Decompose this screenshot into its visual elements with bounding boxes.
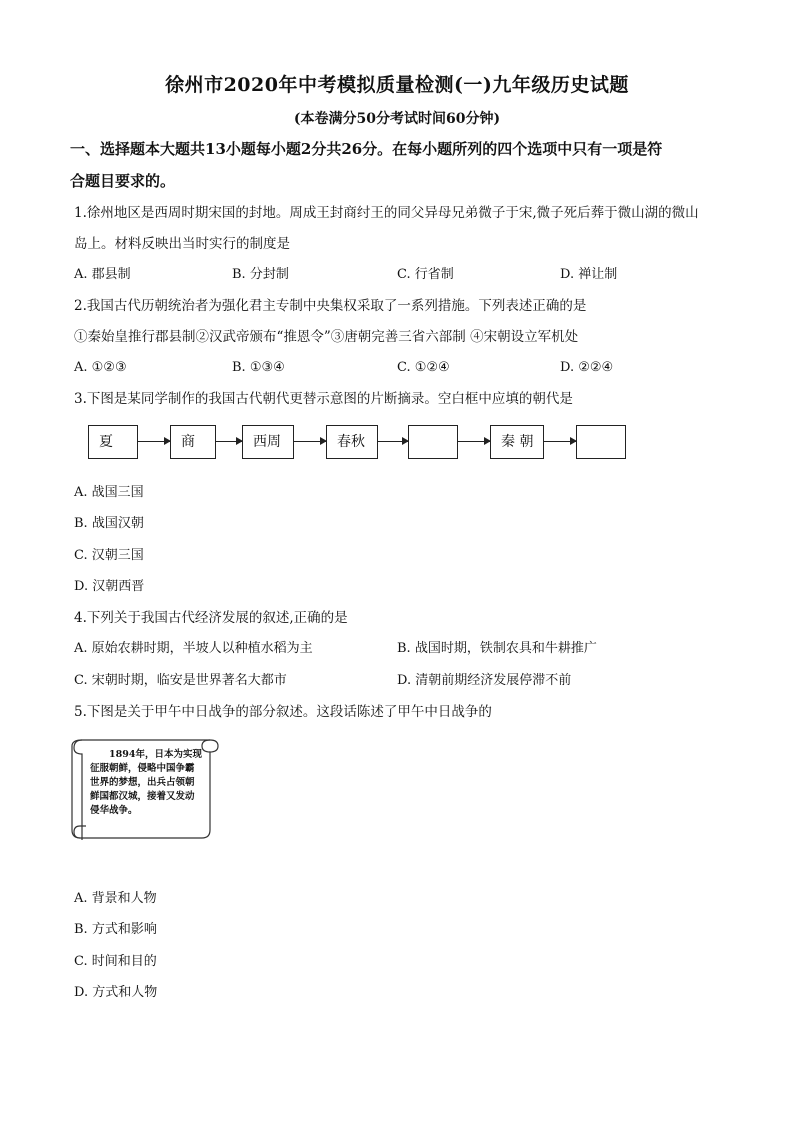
flow-box-blank-2: [576, 425, 626, 459]
page-title: 徐州市2020年中考模拟质量检测(一)九年级历史试题: [165, 74, 629, 96]
q4-option-d[interactable]: D. 清朝前期经济发展停滞不前: [397, 673, 572, 688]
flow-arrow-3: [294, 441, 326, 442]
flow-arrow-6: [544, 441, 576, 442]
q3-stem: 3.下图是某同学制作的我国古代朝代更替示意图的片断摘录。空白框中应填的朝代是: [74, 391, 573, 407]
q2-option-b[interactable]: B. ①③④: [232, 360, 285, 375]
q1-option-c[interactable]: C. 行省制: [397, 267, 454, 282]
q5-option-d[interactable]: D. 方式和人物: [74, 985, 158, 1000]
flow-box-chunqiu: 春秋: [326, 425, 378, 459]
flow-box-xia: 夏: [88, 425, 138, 459]
history-scroll-image: [70, 732, 220, 844]
section-heading-line-1: 一、选择题本大题共13小题每小题2分共26分。在每小题所列的四个选项中只有一项是符: [70, 140, 663, 158]
q3-option-b[interactable]: B. 战国汉朝: [74, 516, 144, 531]
q2-stem: 2.我国古代历朝统治者为强化君主专制中央集权采取了一系列措施。下列表述正确的是: [74, 298, 587, 314]
q3-option-d[interactable]: D. 汉朝西晋: [74, 579, 145, 594]
q5-option-b[interactable]: B. 方式和影响: [74, 922, 157, 937]
q5-stem: 5.下图是关于甲午中日战争的部分叙述。这段话陈述了甲午中日战争的: [74, 704, 492, 720]
q5-option-a[interactable]: A. 背景和人物: [74, 891, 157, 906]
q4-option-b[interactable]: B. 战国时期，铁制农具和牛耕推广: [397, 641, 597, 656]
section-heading-line-2: 合题目要求的。: [70, 172, 176, 190]
q1-option-b[interactable]: B. 分封制: [232, 267, 289, 282]
flow-box-xizhou: 西周: [242, 425, 294, 459]
flow-arrow-2: [216, 441, 242, 442]
flow-box-qin: 秦 朝: [490, 425, 544, 459]
q4-option-c[interactable]: C. 宋朝时期，临安是世界著名大都市: [74, 673, 287, 688]
q5-option-c[interactable]: C. 时间和目的: [74, 954, 157, 969]
scroll-text: 1894年，日本为实现征服朝鲜，侵略中国争霸世界的梦想，出兵占领朝鲜国都汉城，接着又发动侵华战争。: [90, 749, 202, 816]
q1-option-a[interactable]: A. 郡县制: [74, 267, 131, 282]
q3-option-c[interactable]: C. 汉朝三国: [74, 548, 144, 563]
q4-stem: 4.下列关于我国古代经济发展的叙述,正确的是: [74, 610, 348, 626]
flow-arrow-5: [458, 441, 490, 442]
q1-option-d[interactable]: D. 禅让制: [560, 267, 618, 282]
flow-arrow-1: [138, 441, 170, 442]
q4-option-a[interactable]: A. 原始农耕时期，半坡人以种植水稻为主: [74, 641, 313, 656]
dynasty-flow-diagram: [88, 425, 648, 465]
flow-box-blank-1: [408, 425, 458, 459]
q3-option-a[interactable]: A. 战国三国: [74, 485, 144, 500]
q2-items: ①秦始皇推行郡县制②汉武帝颁布“推恩令”③唐朝完善三省六部制 ④宋朝设立军机处: [74, 329, 579, 345]
q1-stem-line-1: 1.徐州地区是西周时期宋国的封地。周成王封商纣王的同父异母兄弟微子于宋,微子死后葬于微山湖的微山: [74, 205, 699, 221]
q2-option-a[interactable]: A. ①②③: [74, 360, 127, 375]
page-subtitle: (本卷满分50分考试时间60分钟): [293, 111, 501, 127]
q2-option-c[interactable]: C. ①②④: [397, 360, 450, 375]
q2-option-d[interactable]: D. ②②④: [560, 360, 614, 375]
flow-arrow-4: [378, 441, 408, 442]
flow-box-shang: 商: [170, 425, 216, 459]
q1-stem-line-2: 岛上。材料反映出当时实行的制度是: [74, 236, 290, 252]
